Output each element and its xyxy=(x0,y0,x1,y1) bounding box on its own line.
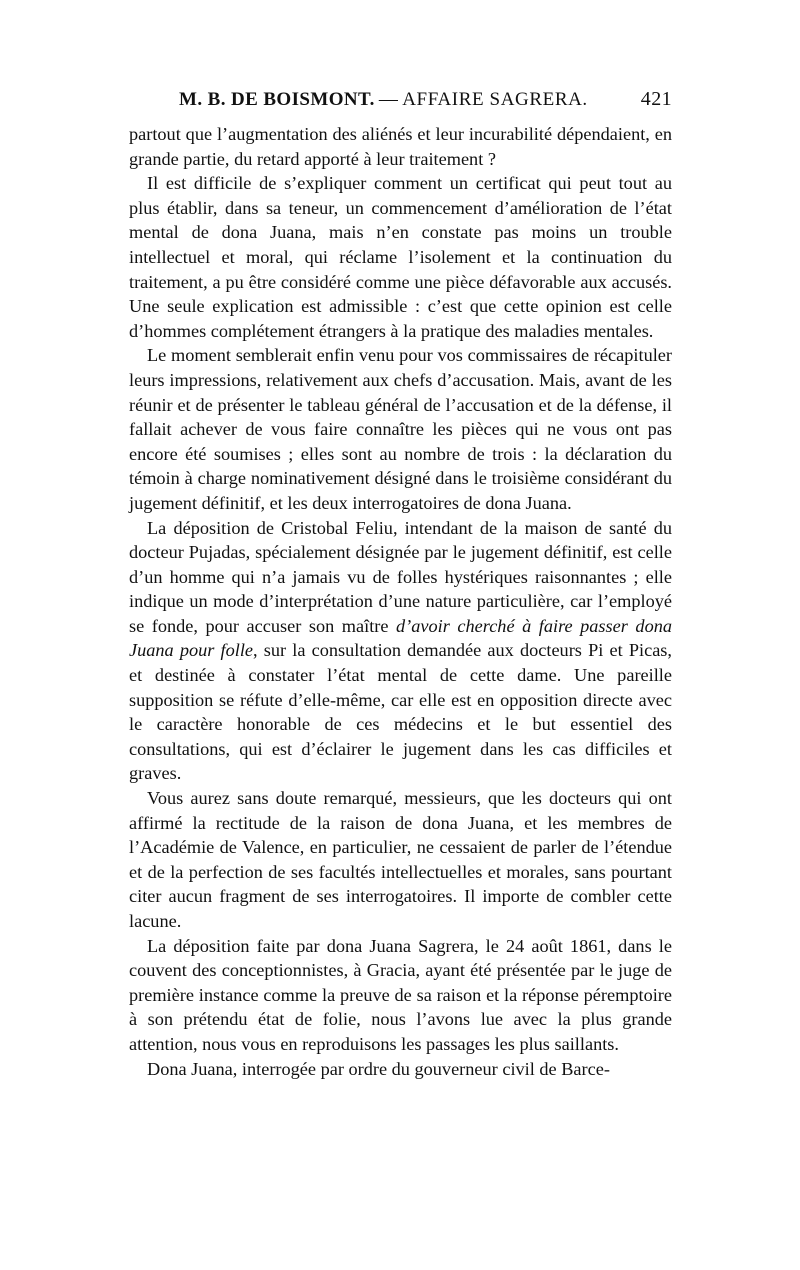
paragraph-7: Dona Juana, interrogée par ordre du gouverneur civil de Barce- xyxy=(147,1058,610,1079)
paragraph-1: partout que l’augmentation des aliénés et leur incurabilité dépendaient, en grande partie, du retard apporté à leur traitement ? xyxy=(129,124,672,169)
header-separator: — xyxy=(378,89,399,110)
header-author: M. B. DE BOISMONT. xyxy=(179,89,375,110)
body-text xyxy=(129,122,672,1081)
paragraph-4 xyxy=(129,516,672,787)
paragraph-6: La déposition faite par dona Juana Sagrera, le 24 août 1861, dans le couvent des conceptionnistes, à Gracia, ayant été présentée par le juge de première instance comme la preuve de sa raison et la réponse péremptoire à son prétendu état de folie, nous l’avons lue avec la plus grande attention, nous vous en reproduisons les passages les plus saillants. xyxy=(129,935,672,1054)
paragraph-4-part-1: La déposition de Cristobal Feliu, intendant de la maison de santé du docteur Pujadas, spécialement désignée par le jugement définitif, est celle d’un homme qui n’a jamais vu de folles hystériques raisonnantes ; elle indique un mode d’interprétation d’une nature particulière, car l’employé se fonde, pour accuser son maître xyxy=(129,517,672,636)
paragraph-3: Le moment semblerait enfin venu pour vos commissaires de récapituler leurs impressions, relativement aux chefs d’accusation. Mais, avant de les réunir et de présenter le tableau général de l’accusation et de la défense, il fallait achever de vous faire connaître les pièces qui ne vous ont pas encore été soumises ; elles sont au nombre de trois : la déclaration du témoin à charge nominativement désigné dans le troisième considérant du jugement définitif, et les deux interrogatoires de dona Juana. xyxy=(129,345,672,513)
paragraph-4-italic-quote: d’avoir cherché à faire passer dona Juana pour folle xyxy=(129,615,672,661)
running-head xyxy=(129,88,672,122)
running-head-left xyxy=(179,89,588,111)
book-page xyxy=(129,88,672,1081)
paragraph-5: Vous aurez sans doute remarqué, messieurs, que les docteurs qui ont affirmé la rectitude de la raison de dona Juana, et les membres de l’Académie de Valence, en particulier, ne cessaient de parler de l’étendue et de la perfection de ses facultés intellectuelles et morales, sans pourtant citer aucun fragment de ses interrogatoires. Il importe de combler cette lacune. xyxy=(129,788,672,931)
header-title: AFFAIRE SAGRERA. xyxy=(402,89,588,110)
paragraph-4-part-2: , sur la consultation demandée aux docteurs Pi et Picas, et destinée à constater l’état mental de cette dame. Une pareille supposition se réfute d’elle-même, car elle est en opposition directe avec le caractère honorable de ces médecins et le but essentiel des consultations, qui est d’éclairer le jugement dans les cas difficiles et graves. xyxy=(129,640,672,784)
paragraph-2: Il est difficile de s’expliquer comment un certificat qui peut tout au plus établir, dans sa teneur, un commencement d’amélioration de l’état mental de dona Juana, mais n’en constate pas moins un trouble intellectuel et moral, qui réclame l’isolement et la continuation du traitement, a pu être considéré comme une pièce défavorable aux accusés. Une seule explication est admissible : c’est que cette opinion est celle d’hommes complétement étrangers à la pratique des maladies mentales. xyxy=(129,173,672,341)
page-number: 421 xyxy=(640,88,672,110)
